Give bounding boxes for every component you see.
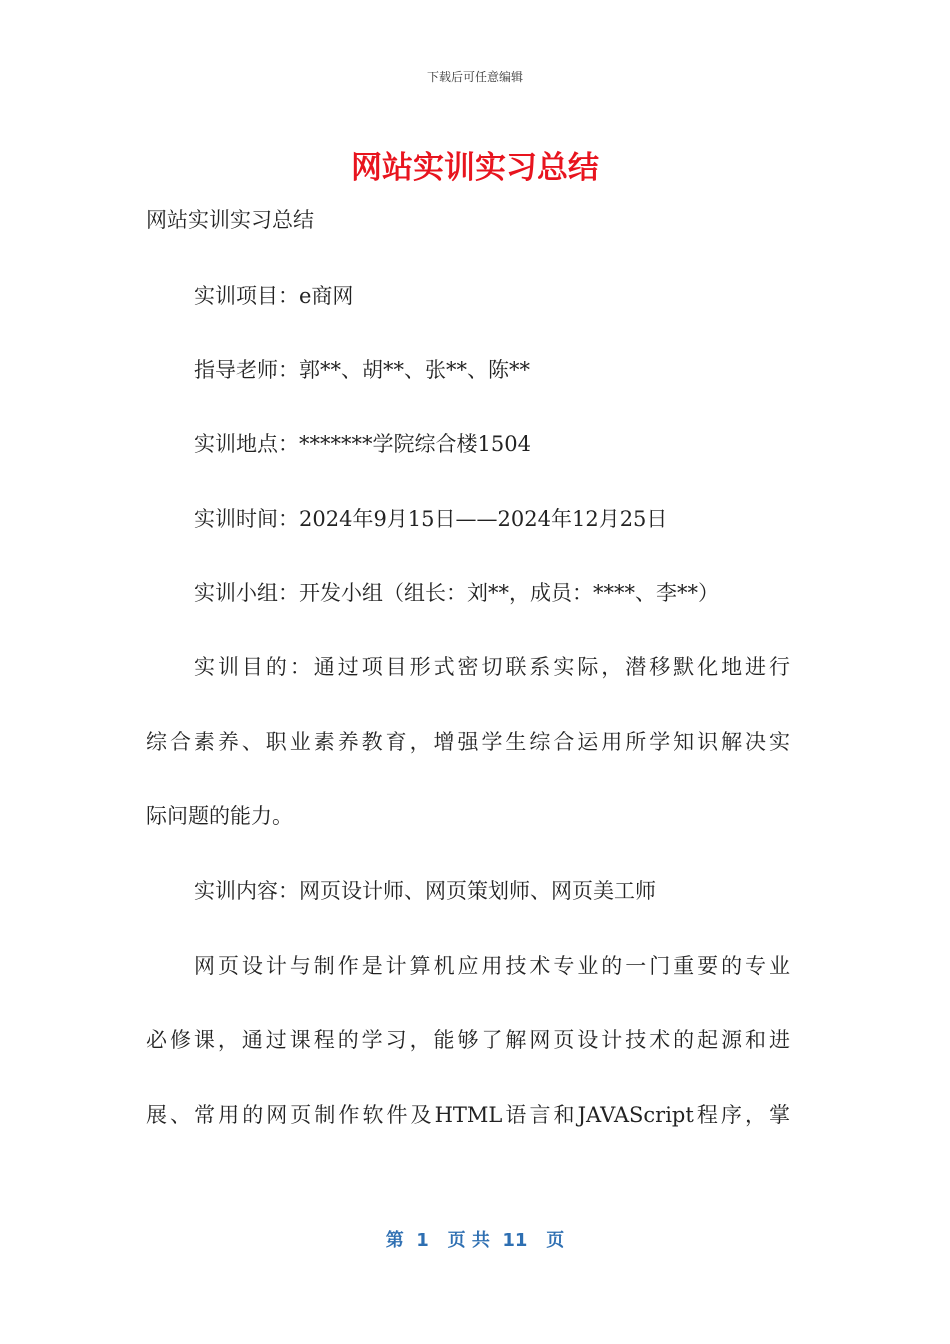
group-line: 实训小组：开发小组（组长：刘**，成员：****、李**） bbox=[194, 581, 719, 605]
document-title: 网站实训实习总结 bbox=[351, 150, 599, 186]
body-line-3: 展、常用的网页制作软件及HTML语言和JAVAScript程序，掌 bbox=[146, 1103, 790, 1127]
teacher-line: 指导老师：郭**、胡**、张**、陈** bbox=[194, 358, 530, 382]
purpose-line-2: 综合素养、职业素养教育，增强学生综合运用所学知识解决实 bbox=[146, 730, 790, 754]
location-line: 实训地点：*******学院综合楼1504 bbox=[194, 432, 531, 456]
purpose-line-3: 际问题的能力。 bbox=[146, 804, 293, 828]
subtitle-line: 网站实训实习总结 bbox=[146, 208, 314, 232]
header-note: 下载后可任意编辑 bbox=[426, 70, 523, 84]
page-footer: 第 1 页 共 11 页 bbox=[385, 1230, 565, 1251]
purpose-line-1: 实训目的：通过项目形式密切联系实际，潜移默化地进行 bbox=[194, 655, 790, 679]
time-line: 实训时间：2024年9月15日——2024年12月25日 bbox=[194, 507, 668, 531]
content-line: 实训内容：网页设计师、网页策划师、网页美工师 bbox=[194, 879, 656, 903]
body-line-1: 网页设计与制作是计算机应用技术专业的一门重要的专业 bbox=[194, 954, 790, 978]
project-line: 实训项目：e商网 bbox=[194, 284, 354, 308]
body-line-2: 必修课，通过课程的学习，能够了解网页设计技术的起源和进 bbox=[146, 1028, 790, 1052]
